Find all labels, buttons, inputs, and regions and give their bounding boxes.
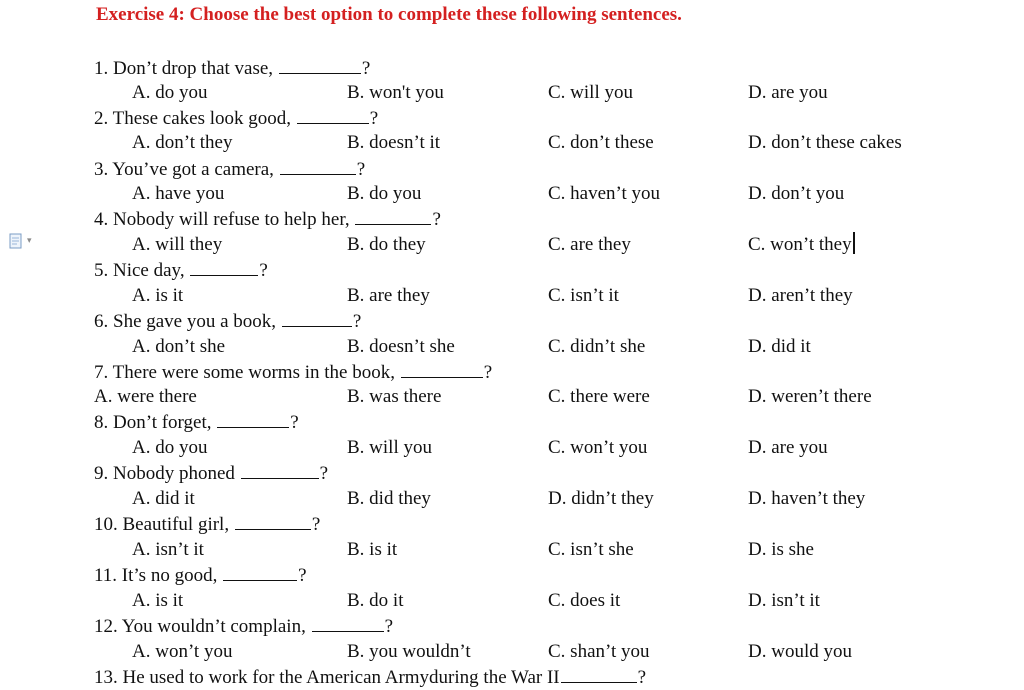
option-d[interactable]: D. did it	[748, 336, 811, 357]
options-7	[0, 384, 1024, 409]
question-end: ?	[637, 667, 647, 688]
option-d[interactable]: D. is she	[748, 539, 814, 560]
option-d[interactable]: D. don’t you	[748, 183, 845, 204]
question-stem: It’s no good,	[121, 565, 218, 586]
option-c[interactable]: D. didn’t they	[548, 488, 654, 509]
question-text	[94, 105, 378, 131]
question-text	[94, 156, 365, 182]
options-6	[0, 334, 1024, 359]
text-cursor	[853, 232, 855, 254]
question-number: 6.	[94, 311, 109, 332]
option-a[interactable]: A. won’t you	[132, 641, 233, 662]
question-text	[94, 409, 299, 435]
question-end: ?	[361, 58, 371, 79]
answer-blank[interactable]	[401, 359, 483, 378]
question-stem: You wouldn’t complain,	[121, 616, 306, 637]
question-end: ?	[259, 260, 268, 281]
option-a[interactable]: A. don’t she	[132, 336, 226, 357]
options-2	[0, 130, 1024, 155]
question-text	[94, 562, 307, 588]
question-number: 5.	[94, 260, 109, 281]
question-1	[0, 55, 1024, 80]
answer-blank[interactable]	[223, 562, 297, 581]
question-11	[0, 562, 1024, 587]
question-stem: You’ve got a camera,	[112, 159, 274, 180]
question-end: ?	[384, 616, 394, 637]
option-c[interactable]: C. are they	[548, 234, 631, 255]
question-stem: Don’t drop that vase,	[113, 58, 274, 79]
option-a[interactable]: A. were there	[94, 386, 197, 407]
option-b[interactable]: B. won't you	[347, 82, 444, 103]
option-a[interactable]: A. did it	[132, 488, 195, 509]
option-c[interactable]: C. isn’t she	[548, 539, 634, 560]
question-number: 8.	[94, 412, 109, 433]
question-number: 13.	[94, 667, 118, 688]
question-7	[0, 359, 1024, 384]
question-stem: He used to work for the American Armyduring the War II	[122, 667, 560, 688]
options-1	[0, 80, 1024, 105]
question-text	[94, 308, 361, 334]
option-c[interactable]: C. won’t you	[548, 437, 648, 458]
option-b[interactable]: B. will you	[347, 437, 432, 458]
question-8	[0, 409, 1024, 434]
question-number: 3.	[94, 159, 109, 180]
question-12	[0, 613, 1024, 638]
exercise-title: Exercise 4: Choose the best option to complete these following sentences.	[96, 4, 682, 25]
option-a[interactable]: A. do you	[132, 437, 208, 458]
question-text	[94, 664, 646, 690]
options-8	[0, 435, 1024, 460]
question-text	[94, 55, 370, 81]
answer-blank[interactable]	[279, 55, 361, 74]
option-b[interactable]: B. do it	[347, 590, 404, 611]
options-10	[0, 537, 1024, 562]
options-11	[0, 588, 1024, 613]
question-number: 10.	[94, 514, 118, 535]
answer-blank[interactable]	[241, 460, 319, 479]
question-number: 2.	[94, 108, 109, 129]
option-b[interactable]: B. you wouldn’t	[347, 641, 471, 662]
option-a[interactable]: A. will they	[132, 234, 223, 255]
option-c[interactable]: C. isn’t it	[548, 285, 619, 306]
option-c[interactable]: C. will you	[548, 82, 633, 103]
answer-blank[interactable]	[312, 613, 384, 632]
options-4	[0, 232, 1024, 257]
question-4	[0, 206, 1024, 231]
option-d[interactable]: D. don’t these cakes	[748, 132, 902, 153]
option-d[interactable]: D. isn’t it	[748, 590, 820, 611]
question-text	[94, 359, 492, 385]
question-13	[0, 664, 1024, 689]
question-stem: Beautiful girl,	[122, 514, 230, 535]
question-stem: Nice day,	[113, 260, 185, 281]
question-end: ?	[432, 209, 441, 230]
question-end: ?	[290, 412, 299, 433]
question-end: ?	[352, 311, 362, 332]
option-a[interactable]: A. have you	[132, 183, 225, 204]
question-number: 7.	[94, 362, 109, 383]
question-text	[94, 511, 320, 537]
question-end: ?	[311, 514, 321, 535]
answer-blank[interactable]	[217, 409, 289, 428]
question-5	[0, 257, 1024, 282]
question-stem: There were some worms in the book,	[112, 362, 395, 383]
question-text	[94, 206, 441, 232]
option-b[interactable]: B. do they	[347, 234, 426, 255]
question-end: ?	[369, 108, 379, 129]
question-stem: Nobody will refuse to help her,	[113, 209, 350, 230]
option-b[interactable]: B. was there	[347, 386, 442, 407]
option-d[interactable]: D. are you	[748, 82, 828, 103]
question-end: ?	[483, 362, 493, 383]
option-b[interactable]: B. doesn’t it	[347, 132, 441, 153]
answer-blank[interactable]	[297, 105, 369, 124]
question-stem: She gave you a book,	[113, 311, 277, 332]
option-a[interactable]: A. is it	[132, 285, 184, 306]
option-c[interactable]: C. don’t these	[548, 132, 654, 153]
question-text	[94, 613, 393, 639]
option-d[interactable]: D. are you	[748, 437, 828, 458]
option-b[interactable]: B. do you	[347, 183, 422, 204]
question-9	[0, 460, 1024, 485]
option-a[interactable]: A. do you	[132, 82, 208, 103]
answer-blank[interactable]	[235, 511, 311, 530]
question-stem: These cakes look good,	[112, 108, 292, 129]
option-d[interactable]: D. aren’t they	[748, 285, 853, 306]
option-c[interactable]: C. there were	[548, 386, 650, 407]
option-b[interactable]: B. is it	[347, 539, 398, 560]
question-3	[0, 156, 1024, 181]
question-number: 1.	[94, 58, 109, 79]
question-6	[0, 308, 1024, 333]
question-end: ?	[319, 463, 329, 484]
option-a[interactable]: A. don’t they	[132, 132, 233, 153]
option-a[interactable]: A. is it	[132, 590, 184, 611]
answer-blank[interactable]	[280, 156, 356, 175]
question-number: 11.	[94, 565, 118, 586]
options-9	[0, 486, 1024, 511]
option-b[interactable]: B. doesn’t she	[347, 336, 455, 357]
answer-blank[interactable]	[561, 664, 637, 683]
option-c[interactable]: C. does it	[548, 590, 621, 611]
option-a[interactable]: A. isn’t it	[132, 539, 204, 560]
option-b[interactable]: B. are they	[347, 285, 430, 306]
option-d[interactable]: D. weren’t there	[748, 386, 872, 407]
question-number: 12.	[94, 616, 118, 637]
option-d[interactable]: D. would you	[748, 641, 852, 662]
question-10	[0, 511, 1024, 536]
options-3	[0, 181, 1024, 206]
answer-blank[interactable]	[282, 308, 352, 327]
question-text	[94, 460, 328, 486]
question-2	[0, 105, 1024, 130]
question-end: ?	[298, 565, 307, 586]
option-d-text: C. won’t they	[748, 234, 852, 255]
caret-down-icon: ▾	[27, 236, 32, 246]
options-5	[0, 283, 1024, 308]
option-d[interactable]	[748, 232, 855, 257]
question-end: ?	[356, 159, 366, 180]
question-text	[94, 257, 268, 283]
option-b[interactable]: B. did they	[347, 488, 431, 509]
option-c[interactable]: C. haven’t you	[548, 183, 661, 204]
question-number: 9.	[94, 463, 109, 484]
option-c[interactable]: C. shan’t you	[548, 641, 650, 662]
answer-blank[interactable]	[355, 206, 431, 225]
option-c[interactable]: C. didn’t she	[548, 336, 646, 357]
answer-blank[interactable]	[190, 257, 258, 276]
option-d[interactable]: D. haven’t they	[748, 488, 866, 509]
question-stem: Nobody phoned	[113, 463, 235, 484]
question-stem: Don’t forget,	[113, 412, 212, 433]
options-12	[0, 639, 1024, 664]
question-number: 4.	[94, 209, 109, 230]
